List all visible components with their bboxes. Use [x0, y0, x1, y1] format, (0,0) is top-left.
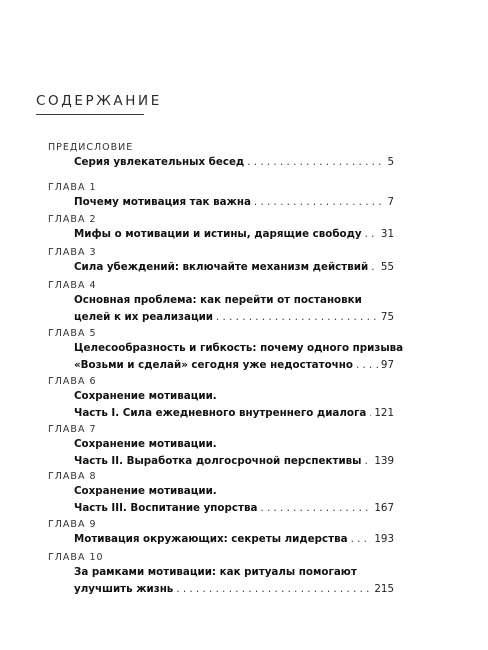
chapter-title-line: Сохранение мотивации.: [74, 390, 217, 402]
toc-entry[interactable]: [48, 376, 394, 422]
chapter-label: ГЛАВА 4: [48, 280, 97, 291]
chapter-title-line: Серия увлекательных бесед: [74, 156, 245, 168]
chapter-title-row: [74, 500, 394, 517]
chapter-title: [74, 154, 394, 171]
chapter-title-line: Основная проблема: как перейти от постановки: [74, 294, 362, 306]
chapter-title-line: Целесообразность и гибкость: почему одного призыва: [74, 342, 404, 354]
chapter-label: ГЛАВА 5: [48, 328, 97, 339]
toc-entry[interactable]: [48, 182, 394, 211]
dot-leader: [254, 194, 385, 211]
chapter-title-row: [74, 226, 394, 243]
chapter-title: [74, 340, 404, 374]
chapter-title-line: Часть III. Воспитание упорства: [74, 502, 258, 514]
page-number: 215: [374, 583, 394, 595]
dot-leader: [371, 259, 378, 276]
chapter-title-line: Почему мотивация так важна: [74, 196, 251, 208]
toc-entry[interactable]: [48, 471, 394, 517]
chapter-label: ГЛАВА 8: [48, 471, 97, 482]
chapter-title-line: Сохранение мотивации.: [74, 485, 217, 497]
chapter-title-row: [74, 405, 394, 422]
chapter-label: ГЛАВА 7: [48, 424, 97, 435]
toc-entry[interactable]: [48, 214, 394, 243]
chapter-title-row: [74, 309, 394, 326]
chapter-title: [74, 531, 394, 548]
chapter-title: [74, 259, 394, 276]
chapter-label: ГЛАВА 3: [48, 247, 97, 258]
chapter-title-row: [74, 357, 394, 374]
chapter-title-line: Часть I. Сила ежедневного внутреннего диалога: [74, 407, 367, 419]
chapter-title-row: [74, 194, 394, 211]
page-number: 55: [380, 261, 394, 273]
chapter-title-row: [74, 581, 394, 598]
toc-entry[interactable]: [48, 280, 394, 326]
chapter-title-row: [74, 154, 394, 171]
chapter-label: ГЛАВА 9: [48, 519, 97, 530]
chapter-title-line: улучшить жизнь: [74, 583, 174, 595]
chapter-title-line: За рамками мотивации: как ритуалы помогают: [74, 566, 357, 578]
chapter-label: ГЛАВА 2: [48, 214, 97, 225]
chapter-title: [74, 483, 394, 517]
toc-entry[interactable]: [48, 247, 394, 276]
page-number: 167: [374, 502, 394, 514]
page-number: 139: [374, 455, 394, 467]
page-number: 7: [387, 196, 394, 208]
chapter-label: ГЛАВА 6: [48, 376, 97, 387]
page-number: 97: [380, 359, 394, 371]
chapter-title: [74, 564, 394, 598]
chapter-label: ГЛАВА 10: [48, 552, 104, 563]
page-number: 121: [374, 407, 394, 419]
toc-heading: СОДЕРЖАНИЕ: [36, 93, 162, 109]
dot-leader: [365, 453, 372, 470]
page-number: 31: [380, 228, 394, 240]
toc-entry[interactable]: [48, 328, 404, 374]
dot-leader: [260, 500, 371, 517]
chapter-title-line: целей к их реализации: [74, 311, 214, 323]
chapter-title-line: Сила убеждений: включайте механизм действий: [74, 261, 369, 273]
dot-leader: [351, 531, 372, 548]
chapter-title-line: Мифы о мотивации и истины, дарящие свободу: [74, 228, 362, 240]
chapter-title: [74, 388, 394, 422]
page-number: 5: [387, 156, 394, 168]
dot-leader: [176, 581, 371, 598]
dot-leader: [369, 405, 371, 422]
toc-entry[interactable]: [48, 552, 394, 598]
chapter-title-row: [74, 531, 394, 548]
toc-entry[interactable]: [48, 424, 394, 470]
chapter-title-line: Мотивация окружающих: секреты лидерства: [74, 533, 348, 545]
page-number: 193: [374, 533, 394, 545]
dot-leader: [356, 357, 378, 374]
dot-leader: [247, 154, 384, 171]
toc-entry[interactable]: [48, 519, 394, 548]
toc-entry[interactable]: [48, 142, 394, 171]
chapter-title-row: [74, 453, 394, 470]
chapter-title-line: «Возьми и сделай» сегодня уже недостаточно: [74, 359, 353, 371]
chapter-title: [74, 226, 394, 243]
chapter-label: ГЛАВА 1: [48, 182, 97, 193]
chapter-title: [74, 436, 394, 470]
chapter-title-line: Сохранение мотивации.: [74, 438, 217, 450]
dot-leader: [365, 226, 378, 243]
chapter-title-row: [74, 259, 394, 276]
chapter-label: ПРЕДИСЛОВИЕ: [48, 142, 134, 153]
heading-underline: [36, 114, 144, 115]
page-number: 75: [380, 311, 394, 323]
chapter-title: [74, 194, 394, 211]
dot-leader: [216, 309, 378, 326]
chapter-title: [74, 292, 394, 326]
chapter-title-line: Часть II. Выработка долгосрочной перспективы: [74, 455, 362, 467]
